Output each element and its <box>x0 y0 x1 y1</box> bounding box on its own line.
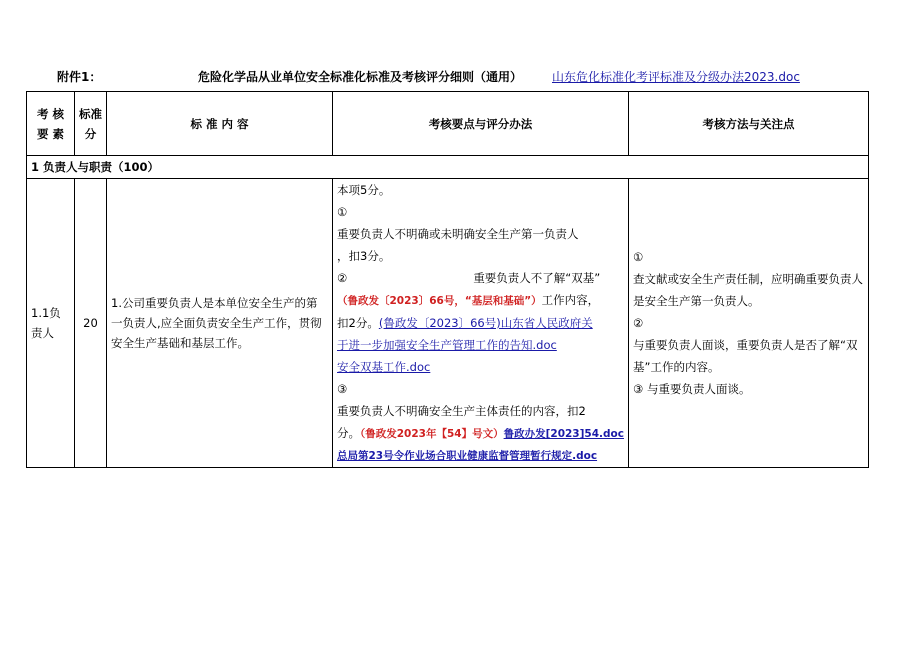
points-line: ② 重要负责人不了解“双基” <box>337 271 601 285</box>
doc-link-4[interactable]: 总局第23号令作业场合职业健康监督管理暂行规定.doc <box>337 450 598 462</box>
points-line: 扣2分。(鲁政发〔2023〕66号)山东省人民政府关 <box>337 316 593 330</box>
section-row <box>27 156 869 179</box>
ref-red-2: （鲁政发2023年【54】号文） <box>360 428 504 440</box>
item-cell: 1.1负责人 <box>27 179 75 468</box>
header-standard-score: 标准分 <box>75 92 107 156</box>
doc-link-1[interactable]: (鲁政发〔2023〕66号)山东省人民政府关 <box>378 316 593 330</box>
method-line: ② <box>633 316 644 330</box>
title-doc-link[interactable]: 山东危化标准化考评标准及分级办法2023.doc <box>552 70 800 84</box>
standard-cell: 1.公司重要负责人是本单位安全生产的第一负责人,应全面负责安全生产工作，贯彻安全生产基础和基层工作。 <box>107 179 333 468</box>
points-line: （鲁政发〔2023〕66号，“基层和基础”）工作内容， <box>337 293 600 307</box>
points-line: 本项5分。 <box>337 183 391 197</box>
method-cell <box>629 179 869 468</box>
method-line: ① <box>633 250 644 264</box>
table-row <box>27 179 869 468</box>
attachment-label: 附件1： <box>57 70 102 84</box>
points-line: ③ <box>337 382 348 396</box>
document-title: 危险化学品从业单位安全标准化标准及考核评分细则（通用） <box>198 70 523 84</box>
score-cell: 20 <box>75 179 107 468</box>
points-line: 分。（鲁政发2023年【54】号文）鲁政办发[2023]54.doc <box>337 426 624 440</box>
doc-link-2[interactable]: 安全双基工作.doc <box>337 360 431 374</box>
method-line: 与重要负责人面谈，重要负责人是否了解“双基”工作的内容。 <box>633 338 858 374</box>
points-line: ，扣3分。 <box>337 249 391 263</box>
assessment-table <box>26 91 869 468</box>
section-title: 1 负责人与职责（100） <box>27 156 869 179</box>
document-header <box>0 66 920 86</box>
points-line: 重要负责人不明确安全生产主体责任的内容，扣2 <box>337 404 586 418</box>
method-line: ③ 与重要负责人面谈。 <box>633 382 751 396</box>
points-cell <box>333 179 629 468</box>
ref-red-1: （鲁政发〔2023〕66号，“基层和基础”） <box>337 295 542 307</box>
points-line: ① <box>337 205 348 219</box>
header-standard-content: 标 准 内 容 <box>107 92 333 156</box>
header-assessment-element: 考 核 要 素 <box>27 92 75 156</box>
doc-link-1-cont[interactable]: 于进一步加强安全生产管理工作的告知.doc <box>337 338 557 352</box>
method-line: 查文献或安全生产责任制，应明确重要负责人是安全生产第一负责人。 <box>633 272 863 308</box>
table-header-row <box>27 92 869 156</box>
points-line: 重要负责人不明确或未明确安全生产第一负责人 <box>337 227 579 241</box>
header-scoring-method: 考核要点与评分办法 <box>333 92 629 156</box>
doc-link-3[interactable]: 鲁政办发[2023]54.doc <box>503 428 624 440</box>
header-assessment-method: 考核方法与关注点 <box>629 92 869 156</box>
